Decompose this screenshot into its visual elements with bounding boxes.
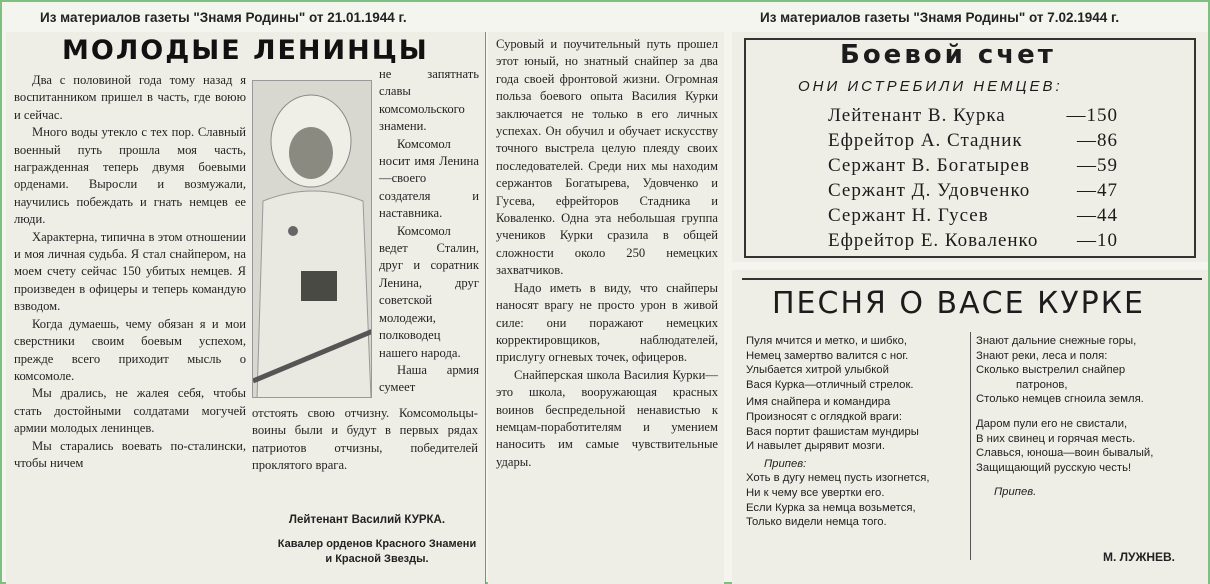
verse-line: Припев: [764,457,807,470]
tally-row-count: —10 [1077,230,1118,251]
verse-line: В них свинец и горячая месть. [976,432,1136,445]
song-author: М. ЛУЖНЕВ. [1102,550,1176,564]
verse-line: Знают дальние снежные горы, [976,335,1137,347]
verse-line: Даром пули его не свистали, [976,417,1128,430]
tally-row [828,105,1118,127]
tally-row-name: Ефрейтор Е. Коваленко [828,230,1039,251]
article-column-1 [14,72,246,472]
tally-row-count: —86 [1077,130,1118,151]
soldier-photo [252,80,372,398]
tally-row-count: —44 [1077,205,1118,226]
article-paragraph: не запятнать славы комсомольского знамени. [379,67,479,134]
article-paragraph: Комсомол носит имя Ленина—своего создателя и наставника. [379,136,479,221]
left-caption: Из материалов газеты "Знамя Родины" от 21.01.1944 г. [40,10,407,25]
verse-line: Вася Курка—отличный стрелок. [746,378,914,391]
tally-row-name: Лейтенант В. Курка [828,105,1006,126]
verse-line: Если Курка за немца возьмется, [746,501,916,514]
article-column-2-narrow [379,66,479,397]
tally-row-count: —150 [1066,105,1118,126]
tally-row [828,205,1118,227]
tally-row-name: Сержант Д. Удовченко [828,180,1031,201]
tally-row-name: Сержант В. Богатырев [828,155,1030,176]
tally-row [828,155,1118,177]
tally-row-count: —59 [1077,155,1118,176]
tally-title: Боевой счет [840,40,1056,70]
verse-line: Имя снайпера и командира [746,396,891,409]
verse-line: Славься, юноша—воин бывалый, [976,447,1154,460]
article-paragraph: Надо иметь в виду, что снайперы наносят врагу не просто урон в живой силе: они поражают немецких корректировщиков, наблюдателей, прислугу огневых точек, офицеров. [496,280,718,365]
song-column-right [976,334,1202,500]
signature-rank: Кавалер орденов Красного Знамени и Красной Звезды. [277,538,477,565]
verse-line: Ни к чему все увертки его. [746,486,885,499]
article-paragraph: Характерна, типична в этом отношении и моя личная судьба. Я стал снайпером, на моем счету сейчас 150 убитых немцев. Я произведен в офицеры и теперь командую взводом. [14,229,246,314]
verse-line: Пуля мчится и метко, и шибко, [746,335,907,347]
article-paragraph: Наша армия сумеет [379,362,479,395]
song-title: ПЕСНЯ О ВАСЕ КУРКЕ [772,286,1146,321]
article-paragraph: Комсомол ведет Сталин, друг и соратник Ленина, друг советской молодежи, полководец нашего народа. [379,223,479,360]
tally-row [828,180,1118,202]
song-column-divider [970,332,971,560]
verse-line: Произносят с оглядкой враги: [746,410,902,423]
tally-row-name: Сержант Н. Гусев [828,205,989,226]
verse-line: Припев. [994,486,1037,499]
article-paragraph: Много воды утекло с тех пор. Славный военный путь прошла моя часть, награжденная теперь двумя боевыми орденами. Выросли и возмужали, научились побеждать и гнать немцев ее люди. [14,125,246,227]
article-column-2-bottom: отстоять свою отчизну. Комсомольцы-воины были и будут в первых рядах патриотов отчизны, победителей проклятого врага. [252,406,478,473]
verse-line: Вася портит фашистам мундиры [746,425,919,438]
verse-line: Сколько выстрелил снайпер [976,364,1126,377]
column-divider [485,32,486,584]
tally-row [828,230,1118,252]
article-paragraph: Суровый и поучительный путь прошел этот юный, но знатный снайпер за два года своей фронтовой жизни. Огромная польза боевого опыта Василия Курки заключается не только в его личных успехах. Он обучил и обучает искусству точного выстрела целую плеяду своих последователей. Среди них мы находим сержантов Богатырева, Удовченко и Гусева, ефрейторов Стадника и Коваленко. Одна эта небольшая группа учеников Курки сразила в общей сложности около 250 немецких захватчиков. [496,37,718,278]
article-paragraph: Мы старались воевать по-сталински, чтобы ничем [14,438,246,470]
verse-line: И навылет дырявит мозги. [746,440,885,453]
tally-row-count: —47 [1077,180,1118,201]
verse-line: Защищающий русскую честь! [976,461,1132,474]
signature-name: Лейтенант Василий КУРКА. [288,514,446,526]
article-paragraph: Снайперская школа Василия Курки—это школа, вооружающая красных воинов беспредельной ненавистью к немцам-поработителям и умением наносить им самые чувствительные удары. [496,367,718,469]
verse-line: Только видели немца того. [746,516,887,529]
article-paragraph: Два с половиной года тому назад я воспитанником пришел в часть, где воюю и сейчас. [14,73,246,122]
verse-line: Улыбается хитрой улыбкой [746,364,889,377]
verse-line: Столько немцев сгноила земля. [976,393,1144,406]
article-paragraph: Когда думаешь, чему обязан я и мои сверстники своим боевым успехом, прежде всего приходит мысль о комсомоле. [14,316,246,383]
tally-subtitle: ОНИ ИСТРЕБИЛИ НЕМЦЕВ: [798,78,1063,95]
article-headline: МОЛОДЫЕ ЛЕНИНЦЫ [62,35,429,66]
tally-row [828,130,1118,152]
song-top-rule [742,278,1202,280]
article-column-3 [496,36,718,471]
verse-line: патронов, [1016,378,1068,391]
article-paragraph: Мы дрались, не жалея себя, чтобы стать достойными солдатами могучей армии молодых ленинцев. [14,386,246,436]
right-caption: Из материалов газеты "Знамя Родины" от 7.02.1944 г. [760,10,1120,25]
verse-line: Немец замертво валится с ног. [746,349,909,362]
tally-row-name: Ефрейтор А. Стадник [828,130,1023,151]
verse-line: Хоть в дугу немец пусть изогнется, [746,472,930,485]
song-column-left [746,334,966,530]
verse-line: Знают реки, леса и поля: [976,349,1108,362]
